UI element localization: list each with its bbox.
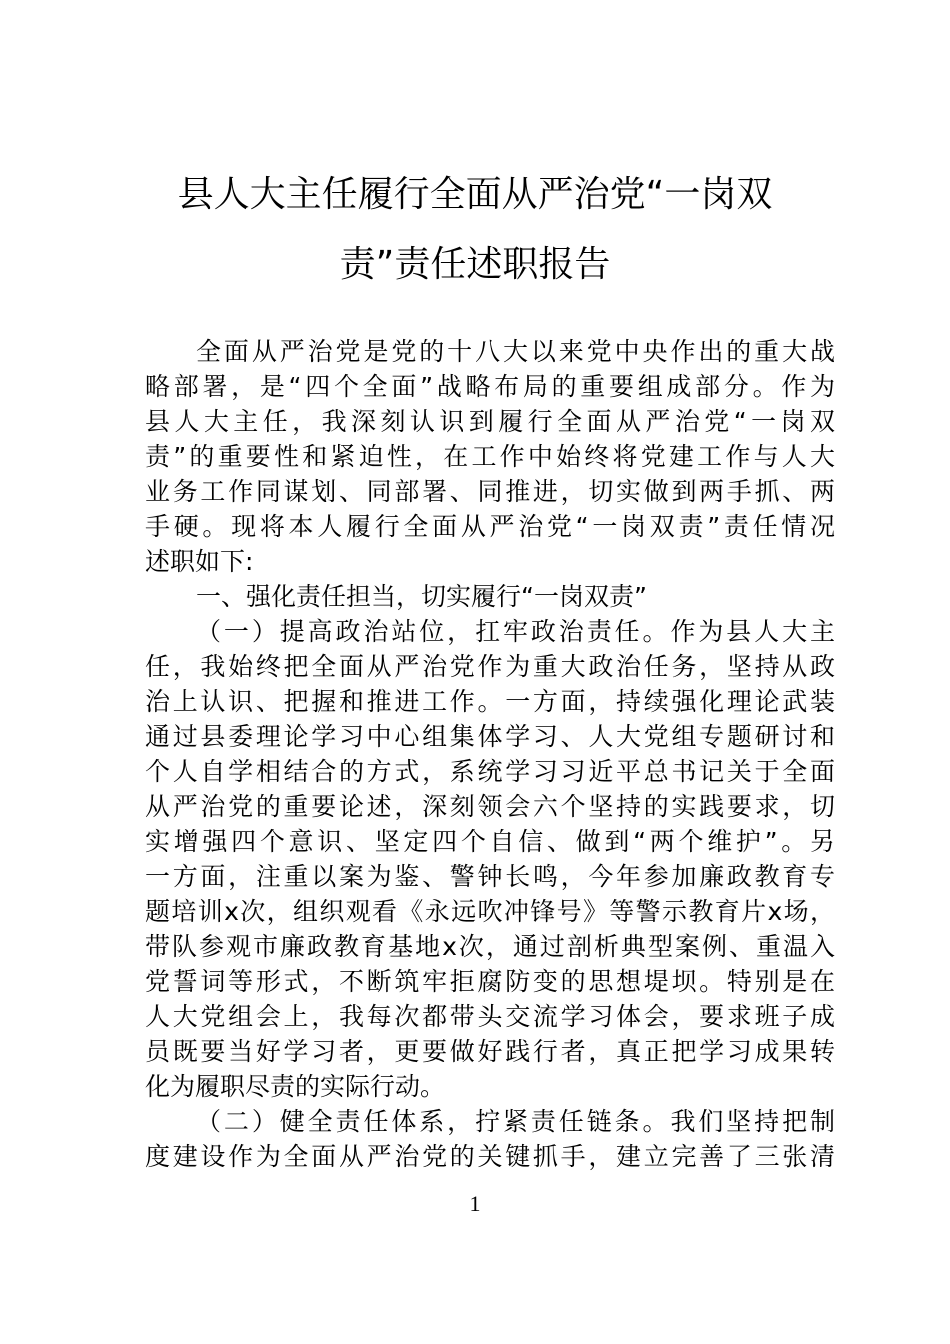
paragraph-line: 化为履职尽责的实际行动。	[145, 1072, 446, 1101]
paragraph-line: 题培训x次，组织观看《永远吹冲锋号》等警示教育片x场，	[145, 897, 835, 926]
paragraph-line: 带队参观市廉政教育基地x次，通过剖析典型案例、重温入	[145, 932, 835, 961]
paragraph-line: 责”的重要性和紧迫性，在工作中始终将党建工作与人大	[145, 442, 835, 471]
paragraph-line: 任，我始终把全面从严治党作为重大政治任务，坚持从政	[145, 652, 835, 681]
paragraph-line: 个人自学相结合的方式，系统学习习近平总书记关于全面	[145, 757, 835, 786]
paragraph-line: 员既要当好学习者，更要做好践行者，真正把学习成果转	[145, 1037, 835, 1066]
paragraph-line: 党誓词等形式，不断筑牢拒腐防变的思想堤坝。特别是在	[145, 967, 835, 996]
paragraph-line: 业务工作同谋划、同部署、同推进，切实做到两手抓、两	[145, 477, 835, 506]
paragraph-line: 从严治党的重要论述，深刻领会六个坚持的实践要求，切	[145, 792, 835, 821]
paragraph-line: （一）提高政治站位，扛牢政治责任。作为县人大主	[196, 617, 835, 646]
paragraph-line: 人大党组会上，我每次都带头交流学习体会，要求班子成	[145, 1002, 835, 1031]
paragraph-line: 通过县委理论学习中心组集体学习、人大党组专题研讨和	[145, 722, 835, 751]
paragraph-line: 手硬。现将本人履行全面从严治党“一岗双责”责任情况	[145, 512, 835, 541]
paragraph-line: 全面从严治党是党的十八大以来党中央作出的重大战	[196, 337, 835, 366]
paragraph-line: 县人大主任，我深刻认识到履行全面从严治党“一岗双	[145, 407, 835, 436]
paragraph-line: 述职如下:	[145, 547, 254, 576]
section-heading: 一、强化责任担当，切实履行“一岗双责”	[196, 582, 647, 611]
title-line: 责”责任述职报告	[339, 244, 611, 285]
paragraph-line: （二）健全责任体系，拧紧责任链条。我们坚持把制	[196, 1107, 835, 1136]
paragraph-line: 略部署，是“四个全面”战略布局的重要组成部分。作为	[145, 372, 835, 401]
page-number: 1	[469, 1191, 481, 1216]
paragraph-line: 治上认识、把握和推进工作。一方面，持续强化理论武装	[145, 687, 835, 716]
paragraph-line: 度建设作为全面从严治党的关键抓手，建立完善了三张清	[145, 1142, 835, 1171]
paragraph-line: 一方面，注重以案为鉴、警钟长鸣，今年参加廉政教育专	[145, 862, 835, 891]
paragraph-line: 实增强四个意识、坚定四个自信、做到“两个维护”。另	[145, 827, 835, 856]
title-line: 县人大主任履行全面从严治党“一岗双	[177, 174, 773, 215]
